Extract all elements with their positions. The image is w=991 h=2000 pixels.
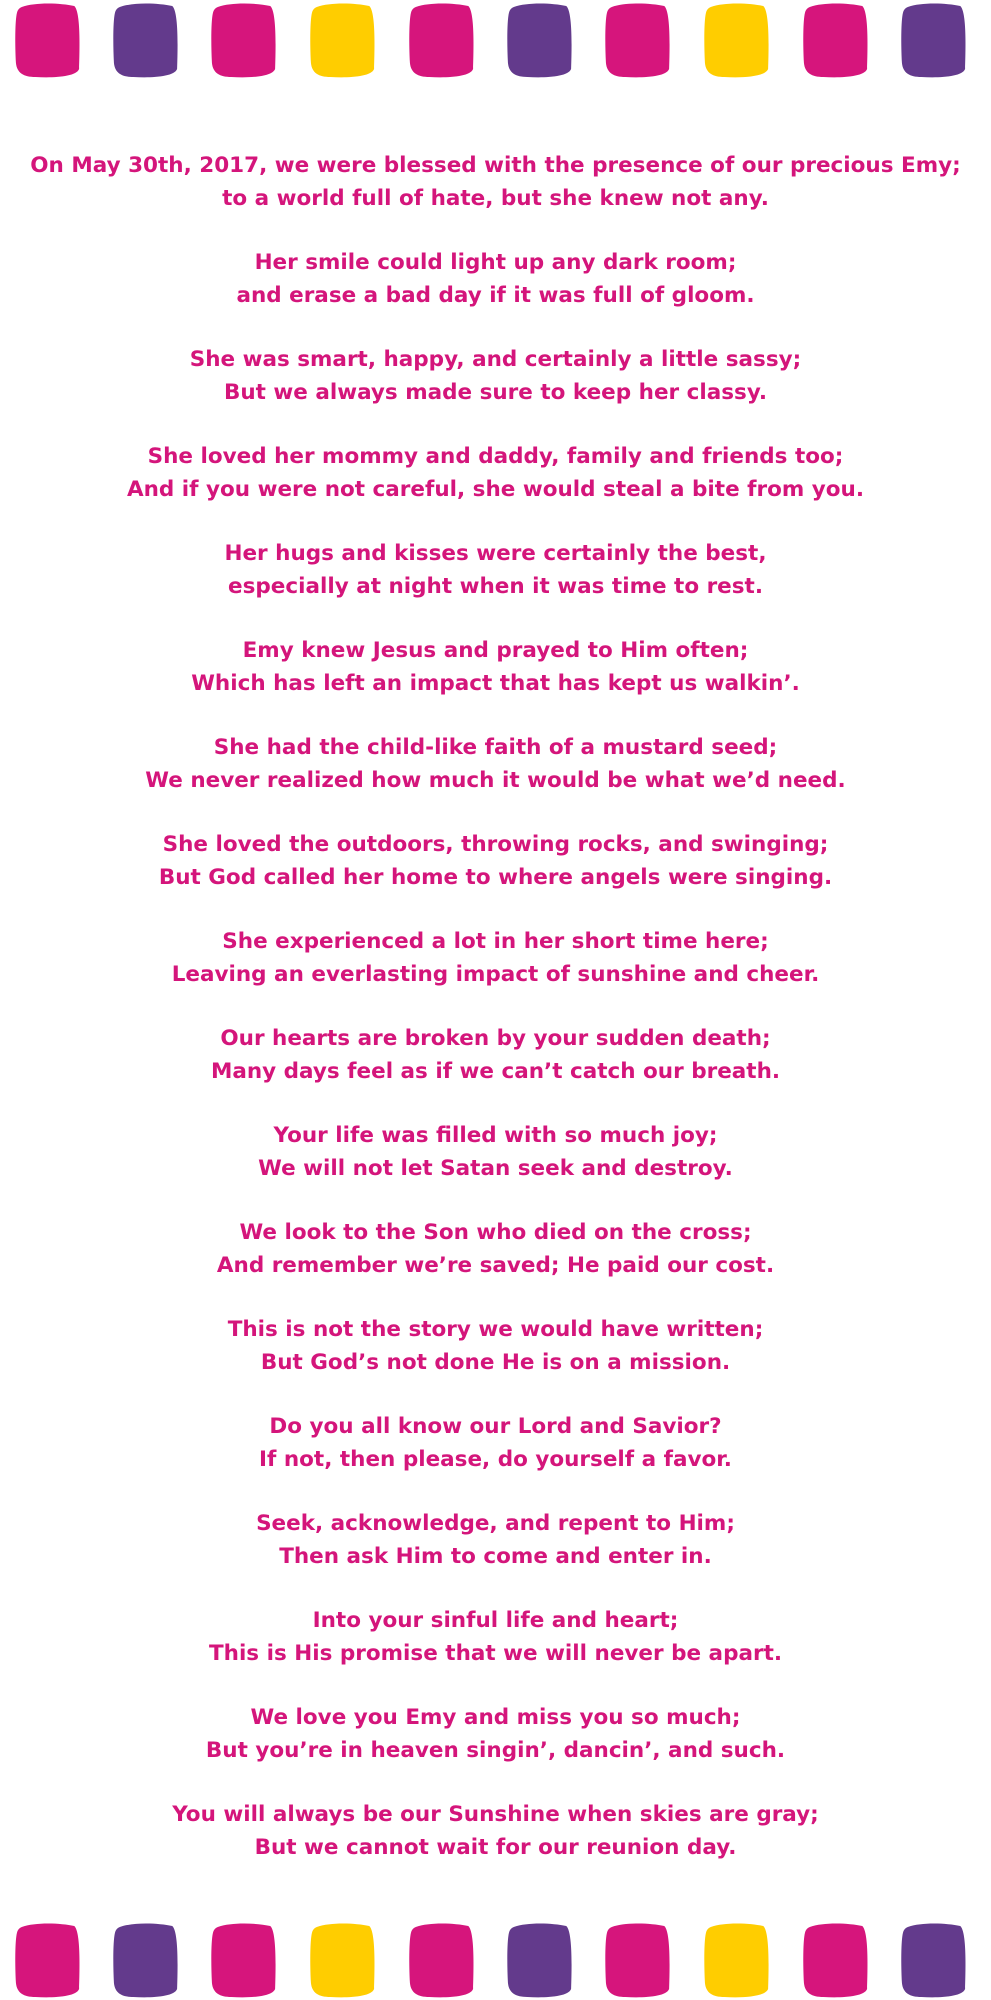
- poem-stanza: [0, 1799, 991, 1864]
- poem-stanza: [0, 1702, 991, 1767]
- poem-line: Her smile could light up any dark room;: [254, 250, 737, 275]
- poem-line: She loved her mommy and daddy, family and friends too;: [147, 444, 844, 469]
- purple-square-decoration: [112, 1, 180, 79]
- poem-line: Her hugs and kisses were certainly the best,: [224, 541, 767, 566]
- poem-stanza: [0, 1314, 991, 1379]
- poem-stanza: [0, 1508, 991, 1573]
- bottom-border: [0, 1920, 991, 2000]
- magenta-square-decoration: [14, 1, 82, 79]
- poem-line: especially at night when it was time to rest.: [227, 573, 764, 599]
- poem: [0, 150, 991, 1896]
- purple-square-decoration: [900, 1921, 968, 1999]
- magenta-square-decoration: [802, 1921, 870, 1999]
- magenta-square-decoration: [210, 1921, 278, 1999]
- poem-line: If not, then please, do yourself a favor.: [259, 1446, 732, 1472]
- magenta-square-decoration: [210, 1, 278, 79]
- poem-line: Seek, acknowledge, and repent to Him;: [256, 1511, 735, 1536]
- poem-line: to a world full of hate, but she knew not any.: [222, 185, 769, 211]
- purple-square-decoration: [506, 1, 574, 79]
- poem-line: But you’re in heaven singin’, dancin’, and such.: [205, 1737, 786, 1763]
- poem-line: But God called her home to where angels were singing.: [158, 864, 833, 890]
- poem-stanza: [0, 344, 991, 409]
- poem-line: Do you all know our Lord and Savior?: [269, 1414, 722, 1439]
- poem-line: She was smart, happy, and certainly a little sassy;: [189, 347, 802, 372]
- poem-line: But God’s not done He is on a mission.: [260, 1349, 731, 1375]
- magenta-square-decoration: [14, 1921, 82, 1999]
- poem-line: You will always be our Sunshine when skies are gray;: [172, 1802, 819, 1827]
- yellow-square-decoration: [309, 1, 377, 79]
- poem-line: This is not the story we would have written;: [227, 1317, 764, 1342]
- poem-line: and erase a bad day if it was full of gloom.: [236, 282, 755, 308]
- poem-line: Our hearts are broken by your sudden death;: [220, 1026, 771, 1051]
- yellow-square-decoration: [309, 1921, 377, 1999]
- poem-stanza: [0, 1605, 991, 1670]
- poem-line: She had the child-like faith of a mustard seed;: [213, 735, 778, 760]
- poem-line: We love you Emy and miss you so much;: [250, 1705, 741, 1730]
- poem-line: Your life was filled with so much joy;: [273, 1123, 718, 1148]
- purple-square-decoration: [506, 1921, 574, 1999]
- poem-line: But we cannot wait for our reunion day.: [254, 1834, 737, 1860]
- poem-line: On May 30th, 2017, we were blessed with the presence of our precious Emy;: [30, 153, 961, 178]
- poem-stanza: [0, 635, 991, 700]
- magenta-square-decoration: [408, 1921, 476, 1999]
- yellow-square-decoration: [703, 1921, 771, 1999]
- poem-line: Into your sinful life and heart;: [312, 1608, 679, 1633]
- poem-line: Emy knew Jesus and prayed to Him often;: [242, 638, 749, 663]
- magenta-square-decoration: [802, 1, 870, 79]
- poem-line: Which has left an impact that has kept us walkin’.: [191, 670, 800, 696]
- poem-line: We never realized how much it would be what we’d need.: [145, 767, 846, 793]
- magenta-square-decoration: [604, 1, 672, 79]
- poem-stanza: [0, 829, 991, 894]
- poem-stanza: [0, 1120, 991, 1185]
- poem-line: And remember we’re saved; He paid our cost.: [216, 1252, 775, 1278]
- yellow-square-decoration: [703, 1, 771, 79]
- purple-square-decoration: [112, 1921, 180, 1999]
- top-border: [0, 0, 991, 80]
- magenta-square-decoration: [604, 1921, 672, 1999]
- poem-stanza: [0, 1217, 991, 1282]
- poem-stanza: [0, 247, 991, 312]
- poem-line: Then ask Him to come and enter in.: [279, 1543, 712, 1569]
- purple-square-decoration: [900, 1, 968, 79]
- poem-stanza: [0, 1411, 991, 1476]
- magenta-square-decoration: [408, 1, 476, 79]
- poem-line: We will not let Satan seek and destroy.: [258, 1155, 733, 1181]
- poem-line: Leaving an everlasting impact of sunshine and cheer.: [171, 961, 820, 987]
- poem-line: We look to the Son who died on the cross;: [239, 1220, 752, 1245]
- poem-line: She experienced a lot in her short time here;: [222, 929, 769, 954]
- poem-stanza: [0, 732, 991, 797]
- poem-line: She loved the outdoors, throwing rocks, and swinging;: [162, 832, 829, 857]
- poem-line: Many days feel as if we can’t catch our breath.: [210, 1058, 781, 1084]
- poem-line: But we always made sure to keep her classy.: [223, 379, 768, 405]
- poem-stanza: [0, 150, 991, 215]
- poem-line: This is His promise that we will never be apart.: [208, 1640, 783, 1666]
- poem-stanza: [0, 1023, 991, 1088]
- poem-stanza: [0, 926, 991, 991]
- poem-line: And if you were not careful, she would steal a bite from you.: [126, 476, 865, 502]
- poem-stanza: [0, 538, 991, 603]
- poem-stanza: [0, 441, 991, 506]
